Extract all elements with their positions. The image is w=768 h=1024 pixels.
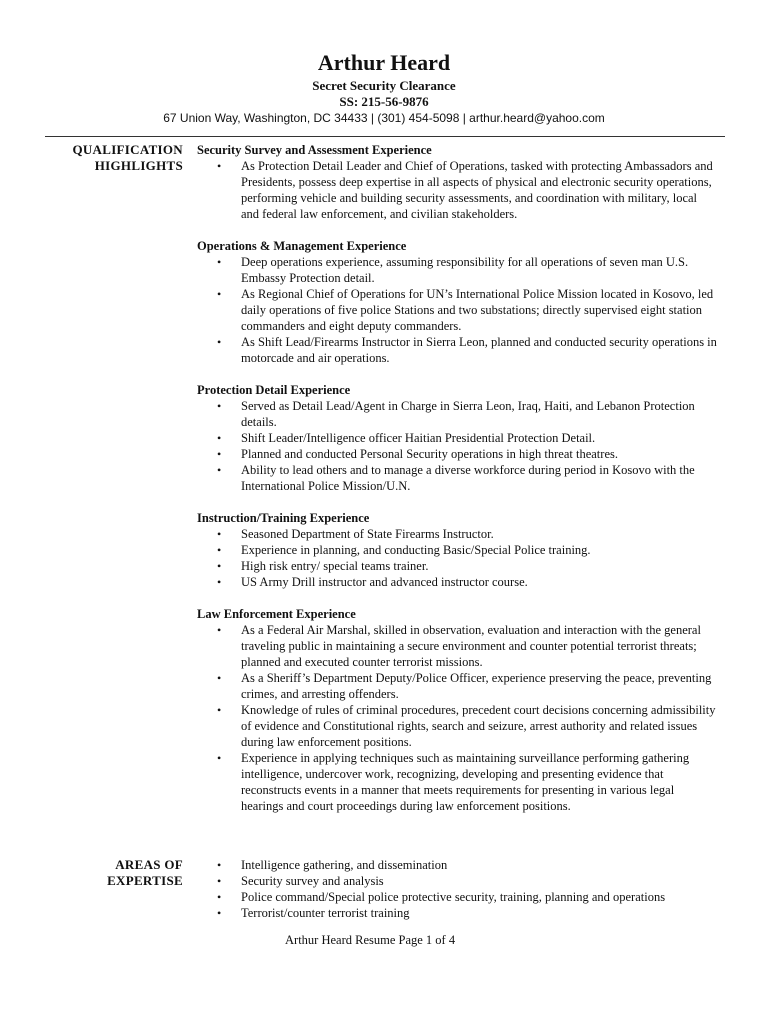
security-survey-list	[197, 158, 717, 222]
list-item: • As Protection Detail Leader and Chief of Operations, tasked with protecting Ambassadors and Presidents, possess deep expertise in all aspects of physical and electronic security operations, performing vehicle and building security assessments, and coordination with military, local and federal law enforcement, and civilian stakeholders.	[197, 158, 717, 222]
candidate-name: Arthur Heard	[317, 50, 451, 75]
list-item: • Intelligence gathering, and dissemination	[197, 857, 717, 873]
qualification-label-line2: HIGHLIGHTS	[94, 158, 183, 173]
list-item: • High risk entry/ special teams trainer.	[197, 558, 717, 574]
list-item: • Knowledge of rules of criminal procedures, precedent court decisions concerning admissibility of evidence and Constitutional rights, search and seizure, arrest authority and related issues during law enforcement positions.	[197, 702, 717, 750]
ss-number: SS: 215-56-9876	[339, 94, 429, 109]
list-item: • Served as Detail Lead/Agent in Charge in Sierra Leon, Iraq, Haiti, and Lebanon Protection details.	[197, 398, 717, 430]
protection-detail-list	[197, 398, 717, 494]
list-item: • Terrorist/counter terrorist training	[197, 905, 717, 921]
resume-header	[0, 50, 768, 126]
list-item: • Deep operations experience, assuming responsibility for all operations of seven man U.S. Embassy Protection detail.	[197, 254, 717, 286]
expertise-label-line2: EXPERTISE	[107, 873, 183, 888]
expertise-label	[40, 857, 183, 889]
expertise-list	[197, 857, 717, 921]
expertise-body	[197, 857, 717, 921]
list-item: • Shift Leader/Intelligence officer Haitian Presidential Protection Detail.	[197, 430, 717, 446]
header-divider	[45, 136, 725, 137]
list-item: • As a Federal Air Marshal, skilled in observation, evaluation and interaction with the general traveling public in maintaining a secure environment and counter potential terrorist threats; planned and executed counter terrorist missions.	[197, 622, 717, 670]
list-item: • US Army Drill instructor and advanced instructor course.	[197, 574, 717, 590]
group-title-law-enforcement: Law Enforcement Experience	[197, 607, 356, 621]
list-item: • As Regional Chief of Operations for UN’s International Police Mission located in Kosovo, led daily operations of five police Stations and two substations; directly supervised eight station commanders and eight deputy commanders.	[197, 286, 717, 334]
list-item: • Security survey and analysis	[197, 873, 717, 889]
list-item: • Ability to lead others and to manage a diverse workforce during period in Kosovo with the International Police Mission/U.N.	[197, 462, 717, 494]
contact-line: 67 Union Way, Washington, DC 34433 | (301) 454-5098 | arthur.heard@yahoo.com	[163, 111, 605, 125]
expertise-label-line1: AREAS OF	[115, 857, 183, 872]
security-clearance: Secret Security Clearance	[312, 78, 456, 93]
operations-list	[197, 254, 717, 366]
group-title-security-survey: Security Survey and Assessment Experience	[197, 143, 432, 157]
group-title-operations: Operations & Management Experience	[197, 239, 407, 253]
list-item: • As Shift Lead/Firearms Instructor in Sierra Leon, planned and conducted security operations in motorcade and air operations.	[197, 334, 717, 366]
instruction-training-list	[197, 526, 717, 590]
law-enforcement-list	[197, 622, 717, 814]
list-item: • As a Sheriff’s Department Deputy/Police Officer, experience preserving the peace, preventing crimes, and arresting offenders.	[197, 670, 717, 702]
list-item: • Seasoned Department of State Firearms Instructor.	[197, 526, 717, 542]
qualification-label	[40, 142, 183, 174]
list-item: • Experience in applying techniques such as maintaining surveillance performing gathering intelligence, undercover work, recognizing, developing and presenting evidence that reconstructs events in a manner that meets requirements for presenting in various legal hearings and court proceedings during law enforcement positions.	[197, 750, 717, 814]
page-footer: Arthur Heard Resume Page 1 of 4	[285, 933, 456, 947]
qualification-label-line1: QUALIFICATION	[72, 142, 183, 157]
group-title-instruction-training: Instruction/Training Experience	[197, 511, 370, 525]
group-title-protection-detail: Protection Detail Experience	[197, 383, 351, 397]
list-item: • Experience in planning, and conducting Basic/Special Police training.	[197, 542, 717, 558]
list-item: • Planned and conducted Personal Security operations in high threat theatres.	[197, 446, 717, 462]
qualification-body	[197, 142, 717, 814]
list-item: • Police command/Special police protective security, training, planning and operations	[197, 889, 717, 905]
